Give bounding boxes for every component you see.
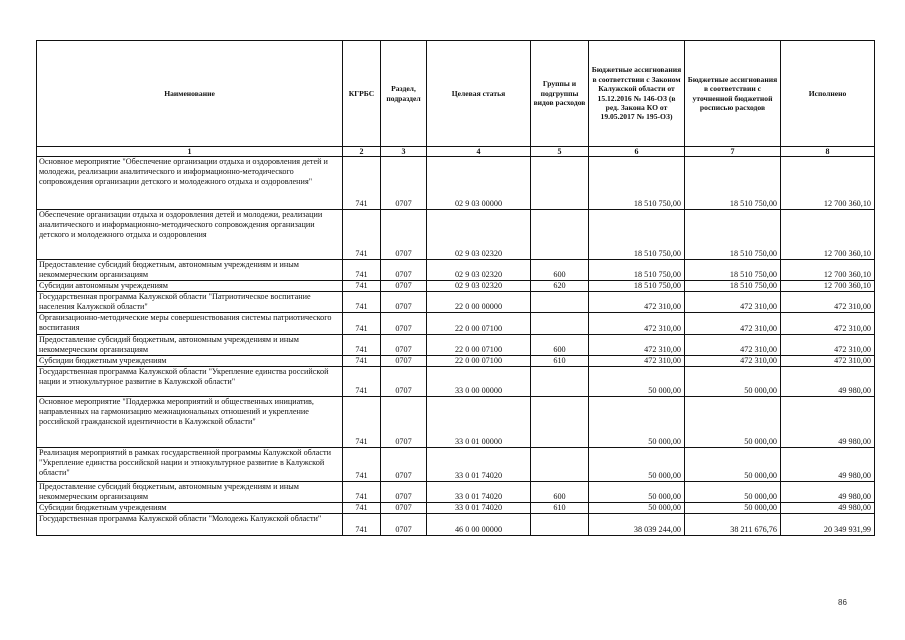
row-allocation-law: 50 000,00 — [589, 397, 685, 448]
budget-report-sheet — [36, 40, 874, 536]
row-allocation-revised: 472 310,00 — [685, 313, 781, 335]
row-allocation-law: 18 510 750,00 — [589, 281, 685, 292]
row-section: 0707 — [381, 397, 427, 448]
row-name: Обеспечение организации отдыха и оздоровления детей и молодежи, реализации аналитического и информационно-методического сопровождения организации детского и молодежного отдыха и оздоровления — [37, 210, 343, 260]
table-row — [37, 482, 875, 503]
row-group: 610 — [531, 356, 589, 367]
row-name: Предоставление субсидий бюджетным, автономным учреждениям и иным некоммерческим организациям — [37, 482, 343, 503]
row-name: Основное мероприятие "Поддержка мероприятий и общественных инициатив, направленных на гармонизацию межнациональных отношений и укрепление российской гражданской идентичности в Калужской области" — [37, 397, 343, 448]
row-target: 02 9 03 02320 — [427, 281, 531, 292]
header-target: Целевая статья — [427, 41, 531, 147]
table-row — [37, 210, 875, 260]
row-kgrbs: 741 — [343, 514, 381, 536]
row-section: 0707 — [381, 210, 427, 260]
column-number: 4 — [427, 147, 531, 157]
row-executed: 12 700 360,10 — [781, 157, 875, 210]
row-name: Государственная программа Калужской области "Укрепление единства российской нации и этнокультурное развитие в Калужской области" — [37, 367, 343, 397]
row-section: 0707 — [381, 260, 427, 281]
row-allocation-revised: 18 510 750,00 — [685, 260, 781, 281]
column-number: 3 — [381, 147, 427, 157]
row-executed: 49 980,00 — [781, 503, 875, 514]
row-kgrbs: 741 — [343, 292, 381, 313]
table-row — [37, 356, 875, 367]
row-group — [531, 367, 589, 397]
row-section: 0707 — [381, 335, 427, 356]
row-target: 22 0 00 07100 — [427, 356, 531, 367]
row-name: Предоставление субсидий бюджетным, автономным учреждениям и иным некоммерческим организациям — [37, 335, 343, 356]
row-executed: 472 310,00 — [781, 356, 875, 367]
row-allocation-law: 18 510 750,00 — [589, 260, 685, 281]
row-name: Организационно-методические меры совершенствования системы патриотического воспитания — [37, 313, 343, 335]
row-executed: 49 980,00 — [781, 397, 875, 448]
row-section: 0707 — [381, 157, 427, 210]
row-allocation-revised: 472 310,00 — [685, 356, 781, 367]
column-number: 5 — [531, 147, 589, 157]
column-number: 7 — [685, 147, 781, 157]
row-allocation-revised: 472 310,00 — [685, 335, 781, 356]
row-allocation-revised: 472 310,00 — [685, 292, 781, 313]
row-allocation-revised: 50 000,00 — [685, 448, 781, 482]
table-row — [37, 313, 875, 335]
header-col6: Бюджетные ассигнования в соответствии с Законом Калужской области от 15.12.2016 № 146-ОЗ (в ред. Закона КО от 19.05.2017 № 195-ОЗ) — [589, 41, 685, 147]
table-row — [37, 503, 875, 514]
table-row — [37, 157, 875, 210]
row-executed: 49 980,00 — [781, 482, 875, 503]
column-number: 8 — [781, 147, 875, 157]
row-allocation-law: 472 310,00 — [589, 292, 685, 313]
row-target: 22 0 00 00000 — [427, 292, 531, 313]
row-section: 0707 — [381, 356, 427, 367]
row-group — [531, 514, 589, 536]
row-target: 33 0 01 74020 — [427, 503, 531, 514]
row-target: 33 0 00 00000 — [427, 367, 531, 397]
row-kgrbs: 741 — [343, 157, 381, 210]
row-target: 02 9 03 00000 — [427, 157, 531, 210]
row-target: 33 0 01 74020 — [427, 448, 531, 482]
row-allocation-law: 18 510 750,00 — [589, 210, 685, 260]
budget-table — [36, 40, 875, 536]
row-kgrbs: 741 — [343, 260, 381, 281]
row-kgrbs: 741 — [343, 313, 381, 335]
row-allocation-law: 50 000,00 — [589, 367, 685, 397]
row-allocation-revised: 50 000,00 — [685, 367, 781, 397]
row-name: Основное мероприятие "Обеспечение организации отдыха и оздоровления детей и молодежи, реализации аналитического и информационно-методического сопровождения организации детского и молодежного отдыха и оздоровления" — [37, 157, 343, 210]
row-allocation-law: 472 310,00 — [589, 356, 685, 367]
row-allocation-revised: 50 000,00 — [685, 397, 781, 448]
row-allocation-law: 38 039 244,00 — [589, 514, 685, 536]
header-row — [37, 41, 875, 147]
row-allocation-law: 472 310,00 — [589, 313, 685, 335]
header-group: Группы и подгруппы видов расходов — [531, 41, 589, 147]
row-group — [531, 448, 589, 482]
row-executed: 12 700 360,10 — [781, 260, 875, 281]
row-kgrbs: 741 — [343, 367, 381, 397]
row-kgrbs: 741 — [343, 210, 381, 260]
page-number: 86 — [838, 598, 847, 607]
row-executed: 12 700 360,10 — [781, 281, 875, 292]
row-group — [531, 397, 589, 448]
row-executed: 49 980,00 — [781, 367, 875, 397]
header-kgrbs: КГРБС — [343, 41, 381, 147]
row-allocation-revised: 18 510 750,00 — [685, 281, 781, 292]
row-target: 02 9 03 02320 — [427, 260, 531, 281]
row-group: 600 — [531, 482, 589, 503]
row-target: 33 0 01 74020 — [427, 482, 531, 503]
row-section: 0707 — [381, 448, 427, 482]
row-allocation-revised: 38 211 676,76 — [685, 514, 781, 536]
row-group — [531, 292, 589, 313]
row-kgrbs: 741 — [343, 503, 381, 514]
row-target: 02 9 03 02320 — [427, 210, 531, 260]
row-executed: 20 349 931,99 — [781, 514, 875, 536]
row-group: 610 — [531, 503, 589, 514]
row-kgrbs: 741 — [343, 281, 381, 292]
table-row — [37, 260, 875, 281]
row-name: Государственная программа Калужской области "Патриотическое воспитание населения Калужской области" — [37, 292, 343, 313]
row-name: Предоставление субсидий бюджетным, автономным учреждениям и иным некоммерческим организациям — [37, 260, 343, 281]
header-name: Наименование — [37, 41, 343, 147]
column-number-row — [37, 147, 875, 157]
row-allocation-revised: 50 000,00 — [685, 503, 781, 514]
row-name: Субсидии бюджетным учреждениям — [37, 503, 343, 514]
row-kgrbs: 741 — [343, 397, 381, 448]
row-allocation-law: 50 000,00 — [589, 448, 685, 482]
header-section: Раздел, подраздел — [381, 41, 427, 147]
row-kgrbs: 741 — [343, 335, 381, 356]
row-group — [531, 210, 589, 260]
row-kgrbs: 741 — [343, 356, 381, 367]
row-name: Субсидии автономным учреждениям — [37, 281, 343, 292]
row-allocation-law: 50 000,00 — [589, 482, 685, 503]
row-name: Субсидии бюджетным учреждениям — [37, 356, 343, 367]
row-executed: 472 310,00 — [781, 292, 875, 313]
table-row — [37, 448, 875, 482]
table-row — [37, 514, 875, 536]
row-target: 22 0 00 07100 — [427, 335, 531, 356]
row-executed: 472 310,00 — [781, 313, 875, 335]
table-row — [37, 292, 875, 313]
row-target: 33 0 01 00000 — [427, 397, 531, 448]
row-section: 0707 — [381, 514, 427, 536]
row-executed: 49 980,00 — [781, 448, 875, 482]
row-section: 0707 — [381, 281, 427, 292]
row-section: 0707 — [381, 503, 427, 514]
header-col7: Бюджетные ассигнования в соответствии с уточненной бюджетной росписью расходов — [685, 41, 781, 147]
table-row — [37, 281, 875, 292]
row-group: 600 — [531, 335, 589, 356]
column-number: 6 — [589, 147, 685, 157]
row-kgrbs: 741 — [343, 448, 381, 482]
table-row — [37, 367, 875, 397]
row-kgrbs: 741 — [343, 482, 381, 503]
row-group — [531, 157, 589, 210]
row-group: 620 — [531, 281, 589, 292]
row-group — [531, 313, 589, 335]
row-allocation-law: 18 510 750,00 — [589, 157, 685, 210]
row-name: Реализация мероприятий в рамках государственной программы Калужской области "Укрепление единства российской нации и этнокультурное развитие в Калужской области" — [37, 448, 343, 482]
row-group: 600 — [531, 260, 589, 281]
header-col8: Исполнено — [781, 41, 875, 147]
row-name: Государственная программа Калужской области "Молодежь Калужской области" — [37, 514, 343, 536]
row-section: 0707 — [381, 367, 427, 397]
row-target: 22 0 00 07100 — [427, 313, 531, 335]
row-target: 46 0 00 00000 — [427, 514, 531, 536]
row-section: 0707 — [381, 292, 427, 313]
row-executed: 12 700 360,10 — [781, 210, 875, 260]
row-allocation-law: 50 000,00 — [589, 503, 685, 514]
column-number: 1 — [37, 147, 343, 157]
row-allocation-revised: 50 000,00 — [685, 482, 781, 503]
row-section: 0707 — [381, 313, 427, 335]
row-allocation-revised: 18 510 750,00 — [685, 210, 781, 260]
table-row — [37, 335, 875, 356]
row-section: 0707 — [381, 482, 427, 503]
table-row — [37, 397, 875, 448]
row-allocation-revised: 18 510 750,00 — [685, 157, 781, 210]
row-allocation-law: 472 310,00 — [589, 335, 685, 356]
row-executed: 472 310,00 — [781, 335, 875, 356]
column-number: 2 — [343, 147, 381, 157]
